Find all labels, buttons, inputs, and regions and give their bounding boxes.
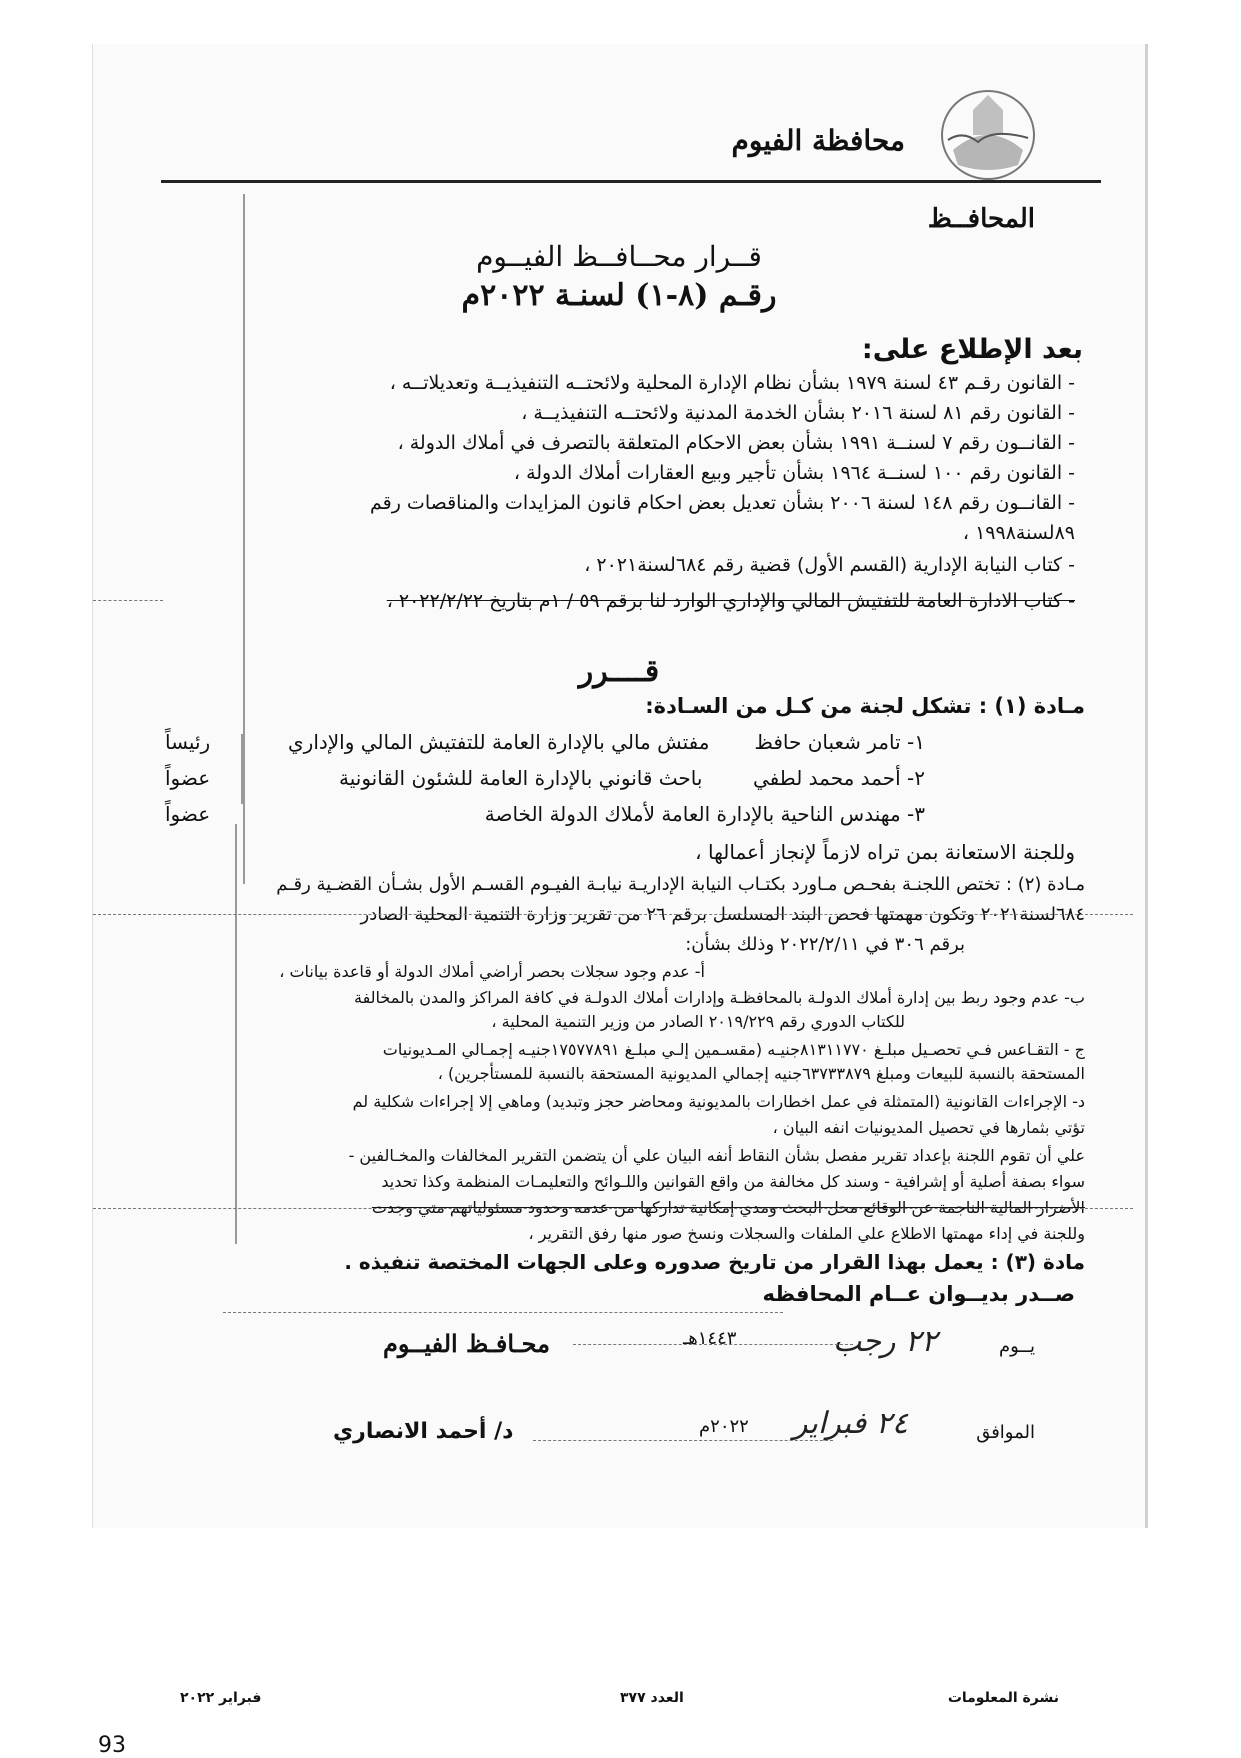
preamble-item: - القانون رقـم ٤٣ لسنة ١٩٧٩ بشأن نظام الإدارة المحلية ولائحتــه التنفيذيــة وتعديلاتــه ، (389, 372, 1075, 394)
article-2-line: برقم ٣٠٦ في ٢٠٢٢/٢/١١ وذلك بشأن: (685, 934, 965, 955)
handwritten-date-icon: ٢٤ فبراير (793, 1406, 908, 1441)
governorate-name: محافظة الفيوم (731, 124, 905, 157)
scan-artifact-line (93, 1208, 1133, 1209)
page-footer (0, 1690, 1241, 1720)
article-2-point: د- الإجراءات القانونية (المتمثلة في عمل اخطارات بالمديونية ومحاضر حجز وتبديد) وماهي إلا إجراءات شكلية لم (352, 1092, 1085, 1111)
preamble-item: ٨٩لسنة١٩٩٨ ، (962, 522, 1075, 544)
article-2-point: الأضرار المالية الناجمة عن الوقائع محل البحث ومدي إمكانية تداركها من عدمه وحدود مسئولياتهم متي وجدت (371, 1198, 1085, 1217)
article-3: مادة (٣) : يعمل بهذا القرار من تاريخ صدوره وعلى الجهات المختصة تنفيذه . (344, 1250, 1085, 1274)
preamble-item: - كتاب النيابة الإدارية (القسم الأول) قضية رقم ٦٨٤لسنة٢٠٢١ ، (584, 554, 1075, 576)
preamble-heading: بعد الإطلاع على: (861, 334, 1083, 365)
preamble-item: - القانــون رقم ١٤٨ لسنة ٢٠٠٦ بشأن تعديل بعض احكام قانون المزايدات والمناقصات رقم (369, 492, 1075, 514)
member-position: باحث قانوني بالإدارة العامة للشئون القانونية (339, 766, 703, 790)
article-2-point: المستحقة بالنسبة للبيعات ومبلغ ٦٣٧٣٣٨٧٩جنيه إجمالي المديونية المستحقة بالنسبة للمستأجرين) ، (437, 1064, 1085, 1083)
member-position: مفتش مالي بالإدارة العامة للتفتيش المالي والإداري (288, 730, 710, 754)
scan-artifact-line (533, 1440, 833, 1441)
article-2-point: أ- عدم وجود سجلات بحصر أراضي أملاك الدولة أو قاعدة بيانات ، (279, 962, 705, 981)
governor-label: المحافــظ (927, 204, 1035, 234)
scan-artifact-line (573, 1344, 853, 1345)
member-name: ١- تامر شعبان حافظ (754, 730, 925, 754)
margin-line (241, 734, 243, 804)
article-2-point: ب- عدم وجود ربط بين إدارة أملاك الدولـة بالمحافظـة وإدارات أملاك الدولـة في كافة المراكز والمدن بالمخالفة (353, 988, 1085, 1007)
issue-number: العدد ٣٧٧ (620, 1690, 684, 1706)
page-number: 93 (98, 1733, 126, 1758)
article-2-point: وللجنة في إداء مهمتها الاطلاع علي الملفات والسجلات ونسخ صور منها رفق التقرير ، (528, 1224, 1085, 1243)
article-2-point: ج - التقـاعس فـي تحصـيل مبلـغ ٨١٣١١٧٧٠جنيـه (مقسـمين إلـي مبلـغ ١٧٥٧٧٨٩١جنيـه إجمـالي المـديونيات (382, 1040, 1085, 1059)
preamble-item: - كتاب الادارة العامة للتفتيش المالي والإداري الوارد لنا برقم ٥٩ / ١م بتاريخ ٢٠٢٢/٢/٢٢ ، (386, 590, 1075, 612)
article-2-point: للكتاب الدوري رقم ٢٠١٩/٢٢٩ الصادر من وزير التنمية المحلية ، (491, 1012, 905, 1031)
publication-date: فبراير ٢٠٢٢ (180, 1690, 262, 1706)
article-2-point: تؤتي بثمارها في تحصيل المديونيات انفه البيان ، (772, 1118, 1085, 1137)
scan-artifact-line (93, 914, 1133, 915)
governorate-seal-icon (933, 80, 1043, 190)
scan-artifact-line (223, 1312, 783, 1313)
article-2-line: ٦٨٤لسنة٢٠٢١ وتكون مهمتها فحص البند المسلسل برقم ٢٦ من تقرير وزارة التنمية المحلية الصادر (360, 904, 1085, 925)
gregorian-year: ٢٠٢٢م (699, 1416, 749, 1437)
decision-number: رقـم (٨-١) لسنـة ٢٠٢٢م (461, 278, 777, 313)
article-2-point: علي أن تقوم اللجنة بإعداد تقرير مفصل بشأن النقاط أنفه البيان علي أن يتضمن التقرير المخالفات والمخـالفين - (348, 1146, 1085, 1165)
preamble-item: - القانون رقم ٨١ لسنة ٢٠١٦ بشأن الخدمة المدنية ولائحتــه التنفيذيــة ، (521, 402, 1075, 424)
governor-title: محـافـظ الفيــوم (383, 1329, 551, 1358)
member-name: ٢- أحمد محمد لطفي (753, 766, 925, 790)
margin-line (235, 824, 237, 1244)
scan-artifact-line (93, 600, 163, 601)
article-1-heading: مـادة (١) : تشكل لجنة من كـل من السـادة: (645, 694, 1085, 718)
corresponding-label: الموافق (976, 1422, 1035, 1443)
issued-at: صــدر بديــوان عــام المحافظه (762, 1282, 1075, 1306)
scanned-document (92, 44, 1148, 1528)
publication-name: نشرة المعلومات (947, 1690, 1059, 1706)
governor-name: د/ أحمد الانصاري (333, 1419, 514, 1444)
member-role: عضواً (165, 802, 211, 826)
handwritten-day-icon: ٢٢ رجب (833, 1324, 938, 1359)
decided-heading: قــــرر (578, 654, 660, 689)
day-label: يــوم (999, 1336, 1035, 1357)
article-2-point: سواء بصفة أصلية أو إشرافية - وسند كل مخالفة من واقع القوانين واللـوائح والتعليمـات المنظمة وكذا تحديد (381, 1172, 1085, 1191)
member-name: ٣- مهندس الناحية بالإدارة العامة لأملاك الدولة الخاصة (484, 802, 925, 826)
member-role: رئيساً (165, 730, 211, 754)
preamble-item: - القانون رقم ١٠٠ لسنــة ١٩٦٤ بشأن تأجير وبيع العقارات أملاك الدولة ، (513, 462, 1075, 484)
preamble-item: - القانــون رقم ٧ لسنــة ١٩٩١ بشأن بعض الاحكام المتعلقة بالتصرف في أملاك الدولة ، (397, 432, 1075, 454)
decision-title: قــرار محــافــظ الفيــوم (476, 240, 762, 273)
member-role: عضواً (165, 766, 211, 790)
article-1-note: وللجنة الاستعانة بمن تراه لازماً لإنجاز أعمالها ، (695, 840, 1075, 864)
header-divider (161, 180, 1101, 183)
hijri-year: ١٤٤٣هـ (683, 1328, 737, 1349)
article-2-line: مـادة (٢) : تختص اللجنـة بفحـص مـاورد بكتـاب النيابة الإداريـة نيابـة الفيـوم القسـم الأول بشـأن القضـية رقـم (276, 874, 1085, 895)
